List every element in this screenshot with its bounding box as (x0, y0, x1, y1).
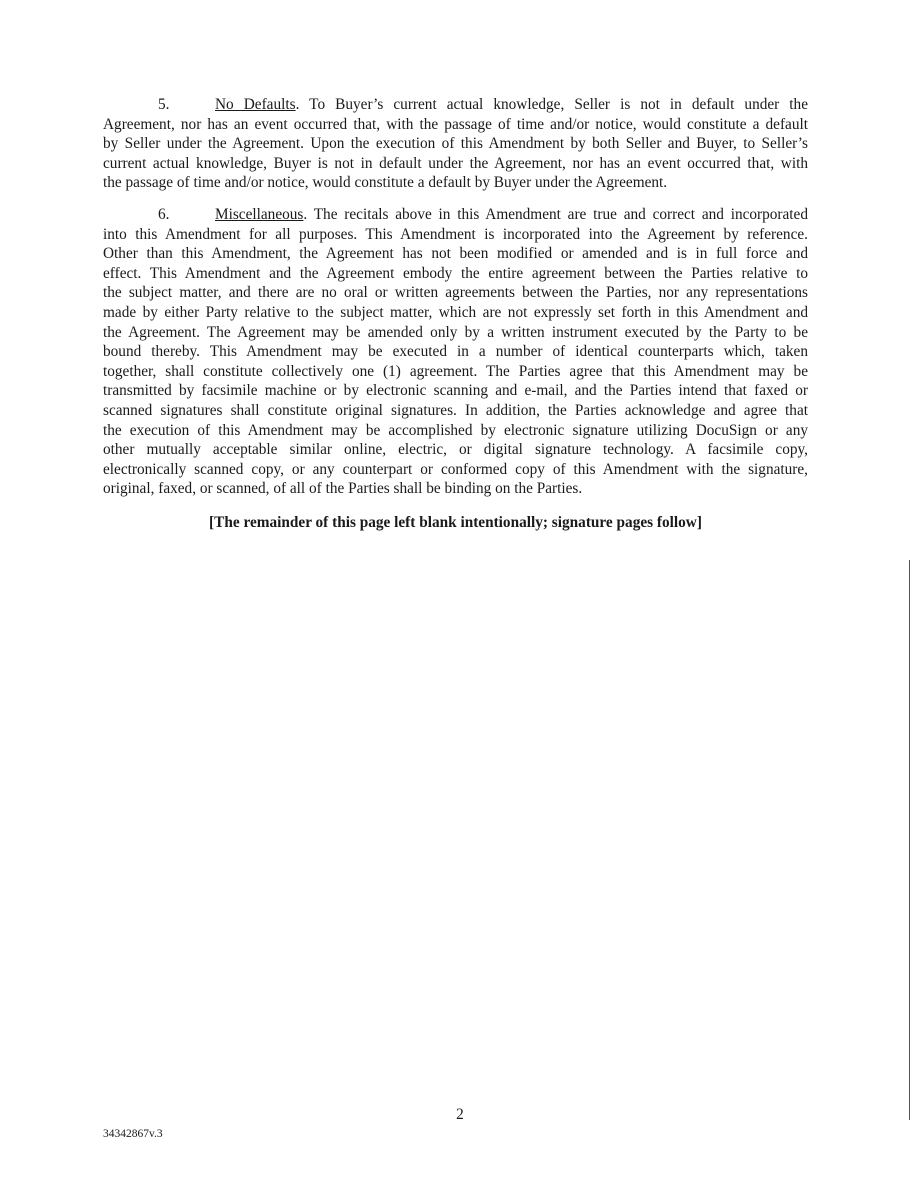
section-line: together, shall constitute collectively one (1) agreement. The Parties agree that this Amendment may be (103, 362, 808, 380)
closing-note: [The remainder of this page left blank intentionally; signature pages follow] (209, 514, 702, 531)
section-line: the passage of time and/or notice, would constitute a default by Buyer under the Agreement. (103, 174, 668, 192)
section-first-line-text (215, 95, 808, 115)
section-number: 6. (158, 206, 170, 223)
section-line: by Seller under the Agreement. Upon the execution of this Amendment by both Seller and Buyer, to Seller’s (103, 135, 808, 153)
section-first-line-text (215, 205, 808, 225)
section-first-line (103, 205, 808, 225)
section-line: transmitted by facsimile machine or by electronic scanning and e-mail, and the Parties intend that faxed or (103, 382, 808, 400)
section-line: made by either Party relative to the subject matter, which are not expressly set forth in this Amendment and (103, 303, 808, 321)
section-first-line (103, 95, 808, 115)
section-line: effect. This Amendment and the Agreement embody the entire agreement between the Parties relative to (103, 264, 808, 282)
document-id: 34342867v.3 (103, 1128, 163, 1140)
section-line: other mutually acceptable similar online, electric, or digital signature technology. A facsimile copy, (103, 441, 808, 459)
section-6-miscellaneous (103, 205, 808, 499)
section-heading: No Defaults (215, 96, 296, 113)
section-line: the Agreement. The Agreement may be amended only by a written instrument executed by the Party to be (103, 323, 808, 341)
section-line: bound thereby. This Amendment may be executed in a number of identical counterparts which, taken (103, 343, 808, 361)
page-number: 2 (456, 1106, 464, 1123)
section-line: Agreement, nor has an event occurred that, with the passage of time and/or notice, would constitute a default (103, 115, 808, 133)
section-line: the execution of this Amendment may be accomplished by electronic signature utilizing DocuSign or any (103, 421, 808, 439)
scan-edge-line (909, 560, 910, 1120)
section-first-line-rest: . The recitals above in this Amendment are true and correct and incorporated (303, 206, 808, 223)
section-line: original, faxed, or scanned, of all of the Parties shall be binding on the Parties. (103, 480, 583, 498)
section-line: into this Amendment for all purposes. This Amendment is incorporated into the Agreement by reference. (103, 225, 808, 243)
section-first-line-rest: . To Buyer’s current actual knowledge, Seller is not in default under the (295, 96, 808, 113)
section-line: electronically scanned copy, or any counterpart or conformed copy of this Amendment with the signature, (103, 460, 808, 478)
section-line: Other than this Amendment, the Agreement has not been modified or amended and is in full force and (103, 245, 808, 263)
section-line: scanned signatures shall constitute original signatures. In addition, the Parties acknowledge and agree that (103, 401, 808, 419)
section-heading: Miscellaneous (215, 206, 304, 223)
section-line: the subject matter, and there are no oral or written agreements between the Parties, nor any representations (103, 284, 808, 302)
section-line: current actual knowledge, Buyer is not in default under the Agreement, nor has an event occurred that, with (103, 154, 808, 172)
section-number: 5. (158, 96, 170, 113)
section-5-no-defaults (103, 95, 808, 193)
